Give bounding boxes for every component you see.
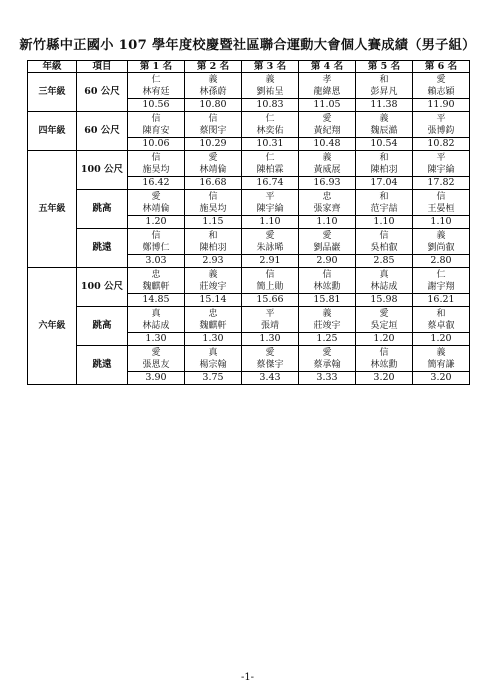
result-value: 1.10 xyxy=(242,215,298,228)
athlete-name: 陳宇綸 xyxy=(427,164,455,175)
header-place-5: 第 5 名 xyxy=(356,61,413,73)
athlete-name: 林宥廷 xyxy=(142,86,170,97)
place-3-cell xyxy=(242,346,299,385)
header-place-3: 第 3 名 xyxy=(242,61,299,73)
result-value: 16.93 xyxy=(299,176,355,189)
place-5-cell xyxy=(356,112,413,151)
result-value: 10.54 xyxy=(356,137,412,150)
class-label: 愛 xyxy=(436,74,446,85)
place-5-cell xyxy=(356,73,413,112)
result-value: 10.29 xyxy=(185,137,241,150)
place-2-cell xyxy=(185,151,242,190)
result-value: 17.04 xyxy=(356,176,412,189)
athlete-name: 鄭博仁 xyxy=(142,242,170,253)
result-value: 2.91 xyxy=(242,254,298,267)
athlete-name: 王晏桓 xyxy=(427,203,455,214)
athlete-name: 吳柏叡 xyxy=(370,242,398,253)
result-value: 1.30 xyxy=(128,332,184,345)
class-label: 愛 xyxy=(265,347,275,358)
header-place-1: 第 1 名 xyxy=(128,61,185,73)
results-body xyxy=(28,73,470,385)
place-3-cell xyxy=(242,307,299,346)
class-label: 信 xyxy=(151,113,161,124)
class-label: 和 xyxy=(379,74,389,85)
result-value: 16.68 xyxy=(185,176,241,189)
class-label: 信 xyxy=(379,230,389,241)
result-value: 2.90 xyxy=(299,254,355,267)
athlete-name: 陳柏羽 xyxy=(370,164,398,175)
class-label: 義 xyxy=(322,308,332,319)
place-5-cell xyxy=(356,268,413,307)
place-6-cell xyxy=(413,229,470,268)
place-6-cell xyxy=(413,268,470,307)
result-value: 10.31 xyxy=(242,137,298,150)
result-value: 1.10 xyxy=(299,215,355,228)
class-label: 仁 xyxy=(436,269,446,280)
class-label: 平 xyxy=(265,308,275,319)
class-label: 信 xyxy=(379,347,389,358)
result-value: 11.05 xyxy=(299,98,355,111)
result-value: 10.56 xyxy=(128,98,184,111)
result-value: 11.90 xyxy=(413,98,469,111)
class-label: 仁 xyxy=(265,113,275,124)
athlete-name: 張靖 xyxy=(260,320,279,331)
result-value: 10.82 xyxy=(413,137,469,150)
class-label: 義 xyxy=(436,230,446,241)
page-number: -1- xyxy=(240,672,255,683)
result-value: 1.10 xyxy=(413,215,469,228)
athlete-name: 蔡傑宇 xyxy=(256,359,284,370)
place-2-cell xyxy=(185,112,242,151)
place-2-cell xyxy=(185,268,242,307)
result-value: 14.85 xyxy=(128,293,184,306)
athlete-name: 施昊均 xyxy=(142,164,170,175)
result-value: 3.20 xyxy=(413,371,469,384)
result-value: 15.14 xyxy=(185,293,241,306)
result-value: 2.93 xyxy=(185,254,241,267)
header-place-2: 第 2 名 xyxy=(185,61,242,73)
result-row xyxy=(28,151,470,190)
class-label: 義 xyxy=(208,269,218,280)
athlete-name: 魏辰澔 xyxy=(370,125,398,136)
place-1-cell xyxy=(128,268,185,307)
result-value: 11.38 xyxy=(356,98,412,111)
result-value: 1.15 xyxy=(185,215,241,228)
class-label: 仁 xyxy=(151,74,161,85)
header-place-6: 第 6 名 xyxy=(413,61,470,73)
header-event: 項目 xyxy=(77,61,128,73)
place-6-cell xyxy=(413,112,470,151)
place-4-cell xyxy=(299,151,356,190)
result-row xyxy=(28,307,470,346)
result-value: 16.21 xyxy=(413,293,469,306)
place-4-cell xyxy=(299,73,356,112)
athlete-name: 蔡承翰 xyxy=(313,359,341,370)
place-3-cell xyxy=(242,151,299,190)
place-2-cell xyxy=(185,307,242,346)
athlete-name: 張博鈞 xyxy=(427,125,455,136)
result-value: 3.90 xyxy=(128,371,184,384)
class-label: 忠 xyxy=(151,269,161,280)
result-value: 10.80 xyxy=(185,98,241,111)
athlete-name: 林誌成 xyxy=(370,281,398,292)
athlete-name: 黃威展 xyxy=(313,164,341,175)
athlete-name: 魏麒軒 xyxy=(199,320,227,331)
place-6-cell xyxy=(413,307,470,346)
athlete-name: 陳宇綸 xyxy=(256,203,284,214)
event-cell: 跳遠 xyxy=(77,229,128,268)
athlete-name: 陳柏羽 xyxy=(199,242,227,253)
result-value: 1.20 xyxy=(356,332,412,345)
class-label: 平 xyxy=(436,113,446,124)
result-row xyxy=(28,190,470,229)
result-value: 15.66 xyxy=(242,293,298,306)
athlete-name: 陳育安 xyxy=(142,125,170,136)
result-row xyxy=(28,112,470,151)
event-cell: 60 公尺 xyxy=(77,112,128,151)
athlete-name: 林奕佑 xyxy=(256,125,284,136)
event-cell: 跳高 xyxy=(77,307,128,346)
result-value: 15.98 xyxy=(356,293,412,306)
athlete-name: 龍緯恩 xyxy=(313,86,341,97)
place-4-cell xyxy=(299,346,356,385)
place-5-cell xyxy=(356,229,413,268)
result-value: 1.25 xyxy=(299,332,355,345)
result-value: 10.83 xyxy=(242,98,298,111)
class-label: 和 xyxy=(379,191,389,202)
class-label: 信 xyxy=(151,152,161,163)
class-label: 信 xyxy=(151,230,161,241)
place-2-cell xyxy=(185,229,242,268)
place-1-cell xyxy=(128,307,185,346)
class-label: 愛 xyxy=(322,230,332,241)
athlete-name: 林誌成 xyxy=(142,320,170,331)
result-value: 1.30 xyxy=(185,332,241,345)
header-place-4: 第 4 名 xyxy=(299,61,356,73)
athlete-name: 林竑勳 xyxy=(313,281,341,292)
place-5-cell xyxy=(356,190,413,229)
place-1-cell xyxy=(128,190,185,229)
place-3-cell xyxy=(242,229,299,268)
place-1-cell xyxy=(128,73,185,112)
place-5-cell xyxy=(356,151,413,190)
athlete-name: 張家齊 xyxy=(313,203,341,214)
result-value: 10.48 xyxy=(299,137,355,150)
place-1-cell xyxy=(128,151,185,190)
result-row xyxy=(28,268,470,307)
athlete-name: 吳定垣 xyxy=(370,320,398,331)
result-value: 3.75 xyxy=(185,371,241,384)
place-5-cell xyxy=(356,307,413,346)
place-6-cell xyxy=(413,73,470,112)
athlete-name: 朱詠晞 xyxy=(256,242,284,253)
athlete-name: 蔡卓叡 xyxy=(427,320,455,331)
athlete-name: 楊宗翰 xyxy=(199,359,227,370)
place-1-cell xyxy=(128,346,185,385)
athlete-name: 簡宥謙 xyxy=(427,359,455,370)
result-value: 10.06 xyxy=(128,137,184,150)
class-label: 和 xyxy=(208,230,218,241)
class-label: 義 xyxy=(379,113,389,124)
athlete-name: 劉祐呈 xyxy=(256,86,284,97)
athlete-name: 施昊均 xyxy=(199,203,227,214)
result-value: 1.20 xyxy=(413,332,469,345)
class-label: 愛 xyxy=(151,191,161,202)
athlete-name: 林靖倫 xyxy=(142,203,170,214)
class-label: 忠 xyxy=(322,191,332,202)
class-label: 孝 xyxy=(322,74,332,85)
class-label: 義 xyxy=(436,347,446,358)
place-3-cell xyxy=(242,268,299,307)
result-value: 1.20 xyxy=(128,215,184,228)
class-label: 信 xyxy=(436,191,446,202)
class-label: 義 xyxy=(208,74,218,85)
athlete-name: 蔡閔宇 xyxy=(199,125,227,136)
header-grade: 年級 xyxy=(28,61,77,73)
result-value: 2.85 xyxy=(356,254,412,267)
event-cell: 100 公尺 xyxy=(77,268,128,307)
place-1-cell xyxy=(128,229,185,268)
grade-cell: 六年級 xyxy=(28,268,77,385)
class-label: 仁 xyxy=(265,152,275,163)
class-label: 愛 xyxy=(265,230,275,241)
place-3-cell xyxy=(242,190,299,229)
event-cell: 跳遠 xyxy=(77,346,128,385)
class-label: 信 xyxy=(265,269,275,280)
place-1-cell xyxy=(128,112,185,151)
result-value: 2.80 xyxy=(413,254,469,267)
class-label: 信 xyxy=(322,269,332,280)
athlete-name: 簡上勛 xyxy=(256,281,284,292)
class-label: 愛 xyxy=(208,152,218,163)
result-value: 15.81 xyxy=(299,293,355,306)
class-label: 愛 xyxy=(322,347,332,358)
result-value: 16.42 xyxy=(128,176,184,189)
result-value: 16.74 xyxy=(242,176,298,189)
class-label: 平 xyxy=(265,191,275,202)
class-label: 平 xyxy=(436,152,446,163)
athlete-name: 林竑勳 xyxy=(370,359,398,370)
result-value: 3.03 xyxy=(128,254,184,267)
athlete-name: 張恩友 xyxy=(142,359,170,370)
class-label: 和 xyxy=(379,152,389,163)
place-4-cell xyxy=(299,112,356,151)
athlete-name: 黃紀翔 xyxy=(313,125,341,136)
class-label: 信 xyxy=(208,113,218,124)
athlete-name: 賴志穎 xyxy=(427,86,455,97)
place-4-cell xyxy=(299,268,356,307)
result-value: 17.82 xyxy=(413,176,469,189)
result-value: 3.20 xyxy=(356,371,412,384)
place-2-cell xyxy=(185,346,242,385)
result-value: 1.30 xyxy=(242,332,298,345)
athlete-name: 劉品巖 xyxy=(313,242,341,253)
grade-cell: 三年級 xyxy=(28,73,77,112)
class-label: 愛 xyxy=(322,113,332,124)
event-cell: 100 公尺 xyxy=(77,151,128,190)
athlete-name: 范宇喆 xyxy=(370,203,398,214)
result-row xyxy=(28,229,470,268)
class-label: 義 xyxy=(322,152,332,163)
place-6-cell xyxy=(413,151,470,190)
place-4-cell xyxy=(299,229,356,268)
grade-cell: 四年級 xyxy=(28,112,77,151)
event-cell: 60 公尺 xyxy=(77,73,128,112)
athlete-name: 彭昇凡 xyxy=(370,86,398,97)
class-label: 忠 xyxy=(208,308,218,319)
result-value: 1.10 xyxy=(356,215,412,228)
athlete-name: 林孫蔚 xyxy=(199,86,227,97)
place-4-cell xyxy=(299,307,356,346)
grade-cell: 五年級 xyxy=(28,151,77,268)
class-label: 愛 xyxy=(151,347,161,358)
place-3-cell xyxy=(242,112,299,151)
place-3-cell xyxy=(242,73,299,112)
class-label: 真 xyxy=(379,269,389,280)
event-cell: 跳高 xyxy=(77,190,128,229)
athlete-name: 莊竣宇 xyxy=(313,320,341,331)
page-title: 新竹縣中正國小 107 學年度校慶暨社區聯合運動大會個人賽成績（男子組） xyxy=(19,38,476,53)
result-value: 3.33 xyxy=(299,371,355,384)
result-row xyxy=(28,346,470,385)
place-2-cell xyxy=(185,190,242,229)
athlete-name: 謝宇翔 xyxy=(427,281,455,292)
result-row xyxy=(28,73,470,112)
place-4-cell xyxy=(299,190,356,229)
class-label: 和 xyxy=(436,308,446,319)
athlete-name: 陳柏霖 xyxy=(256,164,284,175)
place-6-cell xyxy=(413,190,470,229)
class-label: 信 xyxy=(208,191,218,202)
place-2-cell xyxy=(185,73,242,112)
class-label: 真 xyxy=(151,308,161,319)
class-label: 愛 xyxy=(379,308,389,319)
athlete-name: 林靖倫 xyxy=(199,164,227,175)
class-label: 真 xyxy=(208,347,218,358)
athlete-name: 莊竣宇 xyxy=(199,281,227,292)
athlete-name: 劉尚叡 xyxy=(427,242,455,253)
header-row xyxy=(28,61,470,73)
place-5-cell xyxy=(356,346,413,385)
results-table xyxy=(27,60,470,385)
athlete-name: 魏麒軒 xyxy=(142,281,170,292)
class-label: 義 xyxy=(265,74,275,85)
place-6-cell xyxy=(413,346,470,385)
result-value: 3.43 xyxy=(242,371,298,384)
